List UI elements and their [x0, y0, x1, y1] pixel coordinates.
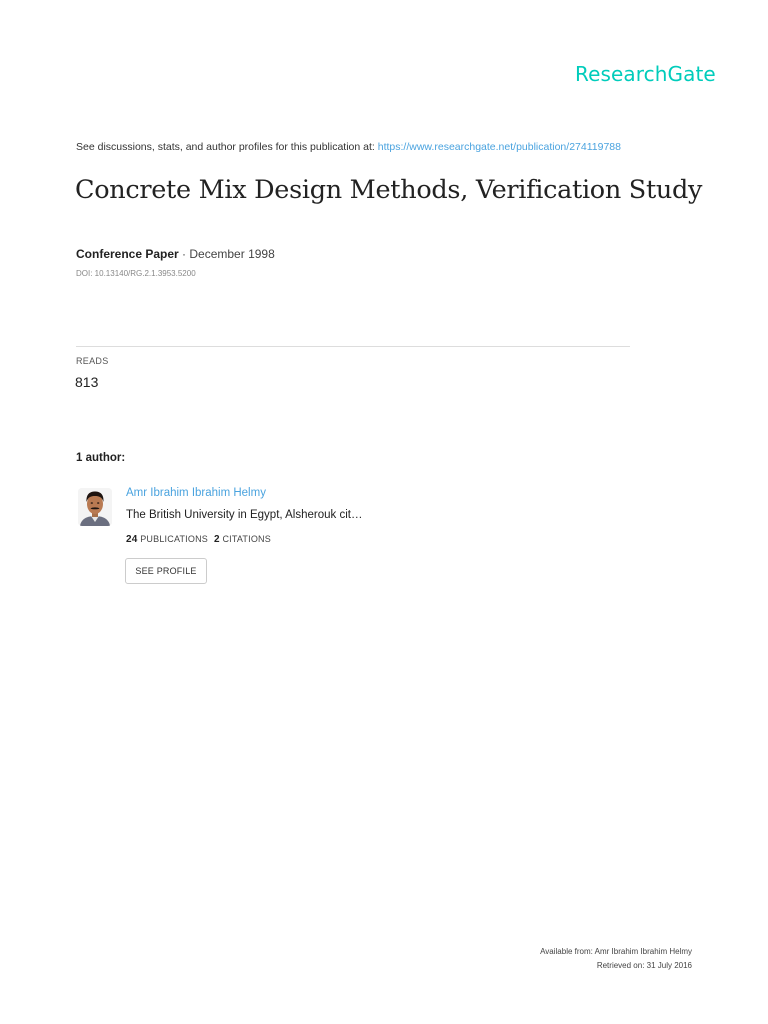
publication-url-link[interactable]: https://www.researchgate.net/publication/274119788 — [377, 141, 621, 153]
publications-label: PUBLICATIONS — [140, 534, 208, 544]
publications-count: 24 — [126, 534, 138, 545]
authors-heading: 1 author: — [76, 452, 126, 464]
publication-type: Conference Paper — [76, 247, 179, 261]
publication-title: Concrete Mix Design Methods, Verification Study — [75, 175, 703, 205]
author-avatar-icon[interactable] — [78, 488, 112, 526]
author-photo-icon — [78, 488, 112, 526]
researchgate-logo[interactable]: ResearchGate — [575, 62, 716, 86]
meta-separator: · — [178, 247, 190, 261]
reads-label: READS — [76, 356, 109, 366]
publication-meta — [76, 247, 275, 261]
author-stats — [126, 534, 271, 545]
footer-retrieved-on: Retrieved on: 31 July 2016 — [596, 961, 692, 970]
author-name-link[interactable]: Amr Ibrahim Ibrahim Helmy — [126, 487, 266, 499]
citations-label: CITATIONS — [222, 534, 271, 544]
citations-count: 2 — [213, 534, 220, 545]
reads-count: 813 — [75, 374, 99, 390]
see-profile-button[interactable]: SEE PROFILE — [125, 558, 207, 584]
author-affiliation: The British University in Egypt, Alsherouk cit… — [126, 509, 363, 521]
source-prefix: See discussions, stats, and author profiles for this publication at: — [76, 141, 378, 153]
footer-available-from: Available from: Amr Ibrahim Ibrahim Helmy — [540, 947, 692, 956]
source-line — [76, 141, 621, 153]
publication-date: December 1998 — [189, 247, 275, 261]
section-divider — [76, 346, 630, 347]
publication-doi: DOI: 10.13140/RG.2.1.3953.5200 — [76, 269, 196, 278]
